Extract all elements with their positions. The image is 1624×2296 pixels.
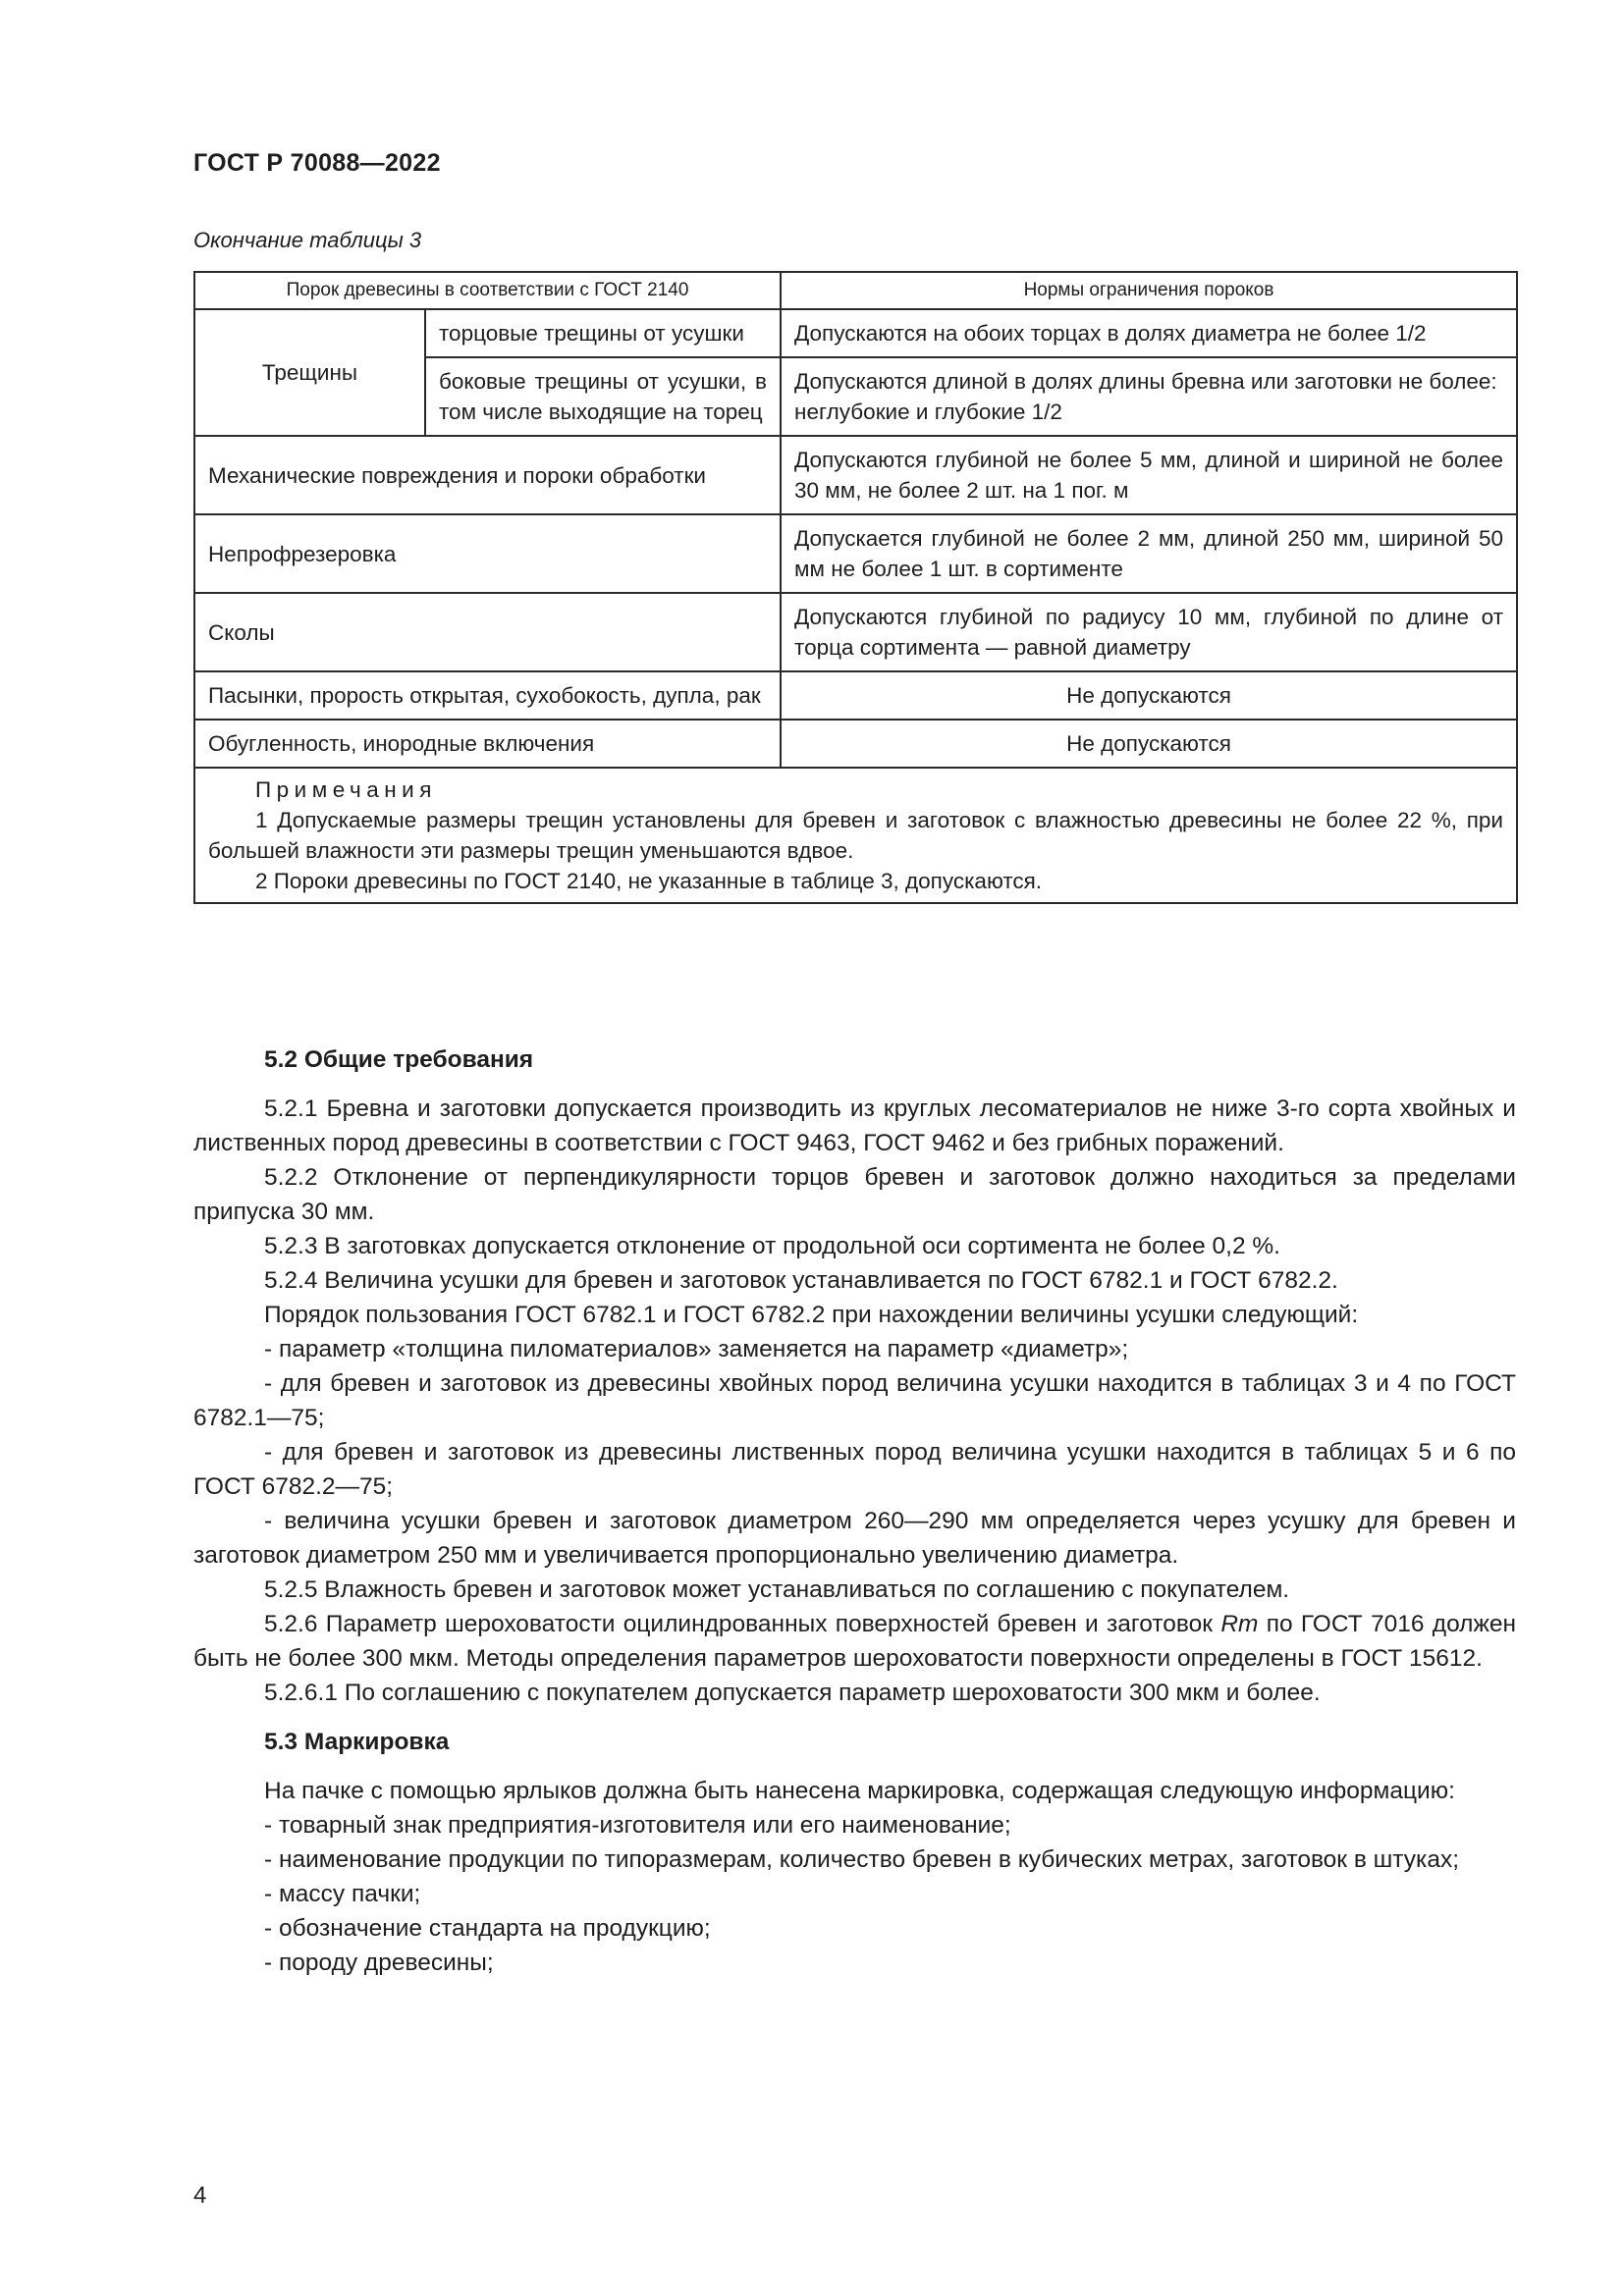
list-item: - для бревен и заготовок из древесины лиственных пород величина усушки находится в таблицах 5 и 6 по ГОСТ 6782.2—75; xyxy=(193,1439,1516,1500)
note-2: 2 Пороки древесины по ГОСТ 2140, не указанные в таблице 3, допускаются. xyxy=(255,869,1043,893)
paragraph-5-2-6-part1: 5.2.6 Параметр шероховатости оцилиндрованных поверхностей бревен и заготовок xyxy=(264,1611,1221,1637)
list-item: - наименование продукции по типоразмерам, количество бревен в кубических метрах, заготовок в штуках; xyxy=(264,1846,1459,1873)
table-row xyxy=(194,436,1517,514)
rm-symbol: Rm xyxy=(1220,1611,1259,1637)
paragraph-5-2-1: 5.2.1 Бревна и заготовки допускается производить из круглых лесоматериалов не ниже 3-го сорта хвойных и лиственных пород древесины в соответствии с ГОСТ 9463, ГОСТ 9462 и без грибных поражений. xyxy=(193,1095,1516,1156)
paragraph-5-2-4: 5.2.4 Величина усушки для бревен и заготовок устанавливается по ГОСТ 6782.1 и ГОСТ 6782.2. xyxy=(264,1267,1338,1294)
table-notes-row xyxy=(194,768,1517,903)
list-item: - массу пачки; xyxy=(264,1881,421,1907)
paragraph-5-2-5: 5.2.5 Влажность бревен и заготовок может устанавливаться по соглашению с покупателем. xyxy=(264,1576,1290,1603)
paragraph-5-2-6-1: 5.2.6.1 По соглашению с покупателем допускается параметр шероховатости 300 мкм и более. xyxy=(264,1680,1321,1706)
paragraph-5-3: На пачке с помощью ярлыков должна быть нанесена маркировка, содержащая следующую информацию: xyxy=(264,1778,1455,1804)
list-item: - породу древесины; xyxy=(264,1949,494,1976)
cracks-end-norm-cell: Допускаются на обоих торцах в долях диаметра не более 1/2 xyxy=(781,309,1517,357)
mill-norm-cell: Допускается глубиной не более 2 мм, длиной 250 мм, шириной 50 мм не более 1 шт. в сортименте xyxy=(781,514,1517,593)
column-header-defect: Порок древесины в соответствии с ГОСТ 2140 xyxy=(194,272,781,309)
table-caption: Окончание таблицы 3 xyxy=(193,228,422,252)
paragraph-5-2-6-part2: по ГОСТ 7016 должен быть не более 300 мкм. Методы определения параметров шероховатости поверхности определены в ГОСТ 15612. xyxy=(193,1611,1516,1672)
list-item: - обозначение стандарта на продукцию; xyxy=(264,1915,711,1942)
paragraph-5-2-6 xyxy=(193,1607,1516,1676)
mill-name-cell: Непрофрезеровка xyxy=(194,514,781,593)
char-name-cell: Обугленность, инородные включения xyxy=(194,720,781,768)
notes-title: Примечания xyxy=(255,777,437,802)
document-header: ГОСТ Р 70088—2022 xyxy=(193,149,441,177)
table-row xyxy=(194,593,1517,671)
cracks-side-cell: боковые трещины от усушки, в том числе выходящие на торец xyxy=(425,357,781,436)
chip-name-cell: Сколы xyxy=(194,593,781,671)
table-row xyxy=(194,720,1517,768)
paragraph-5-2-4-order: Порядок пользования ГОСТ 6782.1 и ГОСТ 6782.2 при нахождении величины усушки следующий: xyxy=(264,1302,1359,1328)
paragraph-5-2-2: 5.2.2 Отклонение от перпендикулярности торцов бревен и заготовок должно находиться за пределами припуска 30 мм. xyxy=(193,1164,1516,1225)
char-norm-cell: Не допускаются xyxy=(781,720,1517,768)
mech-norm-cell: Допускаются глубиной не более 5 мм, длиной и шириной не более 30 мм, не более 2 шт. на 1 пог. м xyxy=(781,436,1517,514)
pas-name-cell: Пасынки, прорость открытая, сухобокость, дупла, рак xyxy=(194,671,781,720)
list-item: - товарный знак предприятия-изготовителя или его наименование; xyxy=(264,1812,1011,1839)
list-item: - величина усушки бревен и заготовок диаметром 260—290 мм определяется через усушку для бревен и заготовок диаметром 250 мм и увеличивается пропорционально увеличению диаметра. xyxy=(193,1508,1516,1569)
cracks-end-cell: торцовые трещины от усушки xyxy=(425,309,781,357)
section-title-5-3: 5.3 Маркировка xyxy=(264,1729,450,1755)
table-row xyxy=(194,309,1517,357)
cracks-side-norm-line1: Допускаются длиной в долях длины бревна или заготовки не более: xyxy=(794,369,1497,394)
table-row xyxy=(194,671,1517,720)
cracks-side-norm-line2: неглубокие и глубокие 1/2 xyxy=(794,400,1062,424)
pas-norm-cell: Не допускаются xyxy=(781,671,1517,720)
notes-cell xyxy=(194,768,1517,903)
chip-norm-cell: Допускаются глубиной по радиусу 10 мм, глубиной по длине от торца сортимента — равной диаметру xyxy=(781,593,1517,671)
section-title-5-2: 5.2 Общие требования xyxy=(264,1046,534,1073)
table-header-row xyxy=(194,272,1517,309)
defects-table xyxy=(193,271,1518,904)
list-item: - для бревен и заготовок из древесины хвойных пород величина усушки находится в таблицах 3 и 4 по ГОСТ 6782.1—75; xyxy=(193,1370,1516,1431)
column-header-norms: Нормы ограничения пороков xyxy=(781,272,1517,309)
page-number: 4 xyxy=(193,2182,207,2209)
cracks-side-norm-cell xyxy=(781,357,1517,436)
cracks-group-cell: Трещины xyxy=(194,309,425,436)
table-row xyxy=(194,514,1517,593)
section-5-2 xyxy=(193,1042,1516,1980)
mech-name-cell: Механические повреждения и пороки обработки xyxy=(194,436,781,514)
list-item: - параметр «толщина пиломатериалов» заменяется на параметр «диаметр»; xyxy=(264,1336,1129,1362)
paragraph-5-2-3: 5.2.3 В заготовках допускается отклонение от продольной оси сортимента не более 0,2 %. xyxy=(264,1233,1280,1259)
note-1: 1 Допускаемые размеры трещин установлены для бревен и заготовок с влажностью древесины не более 22 %, при большей влажности эти размеры трещин уменьшаются вдвое. xyxy=(208,808,1504,863)
